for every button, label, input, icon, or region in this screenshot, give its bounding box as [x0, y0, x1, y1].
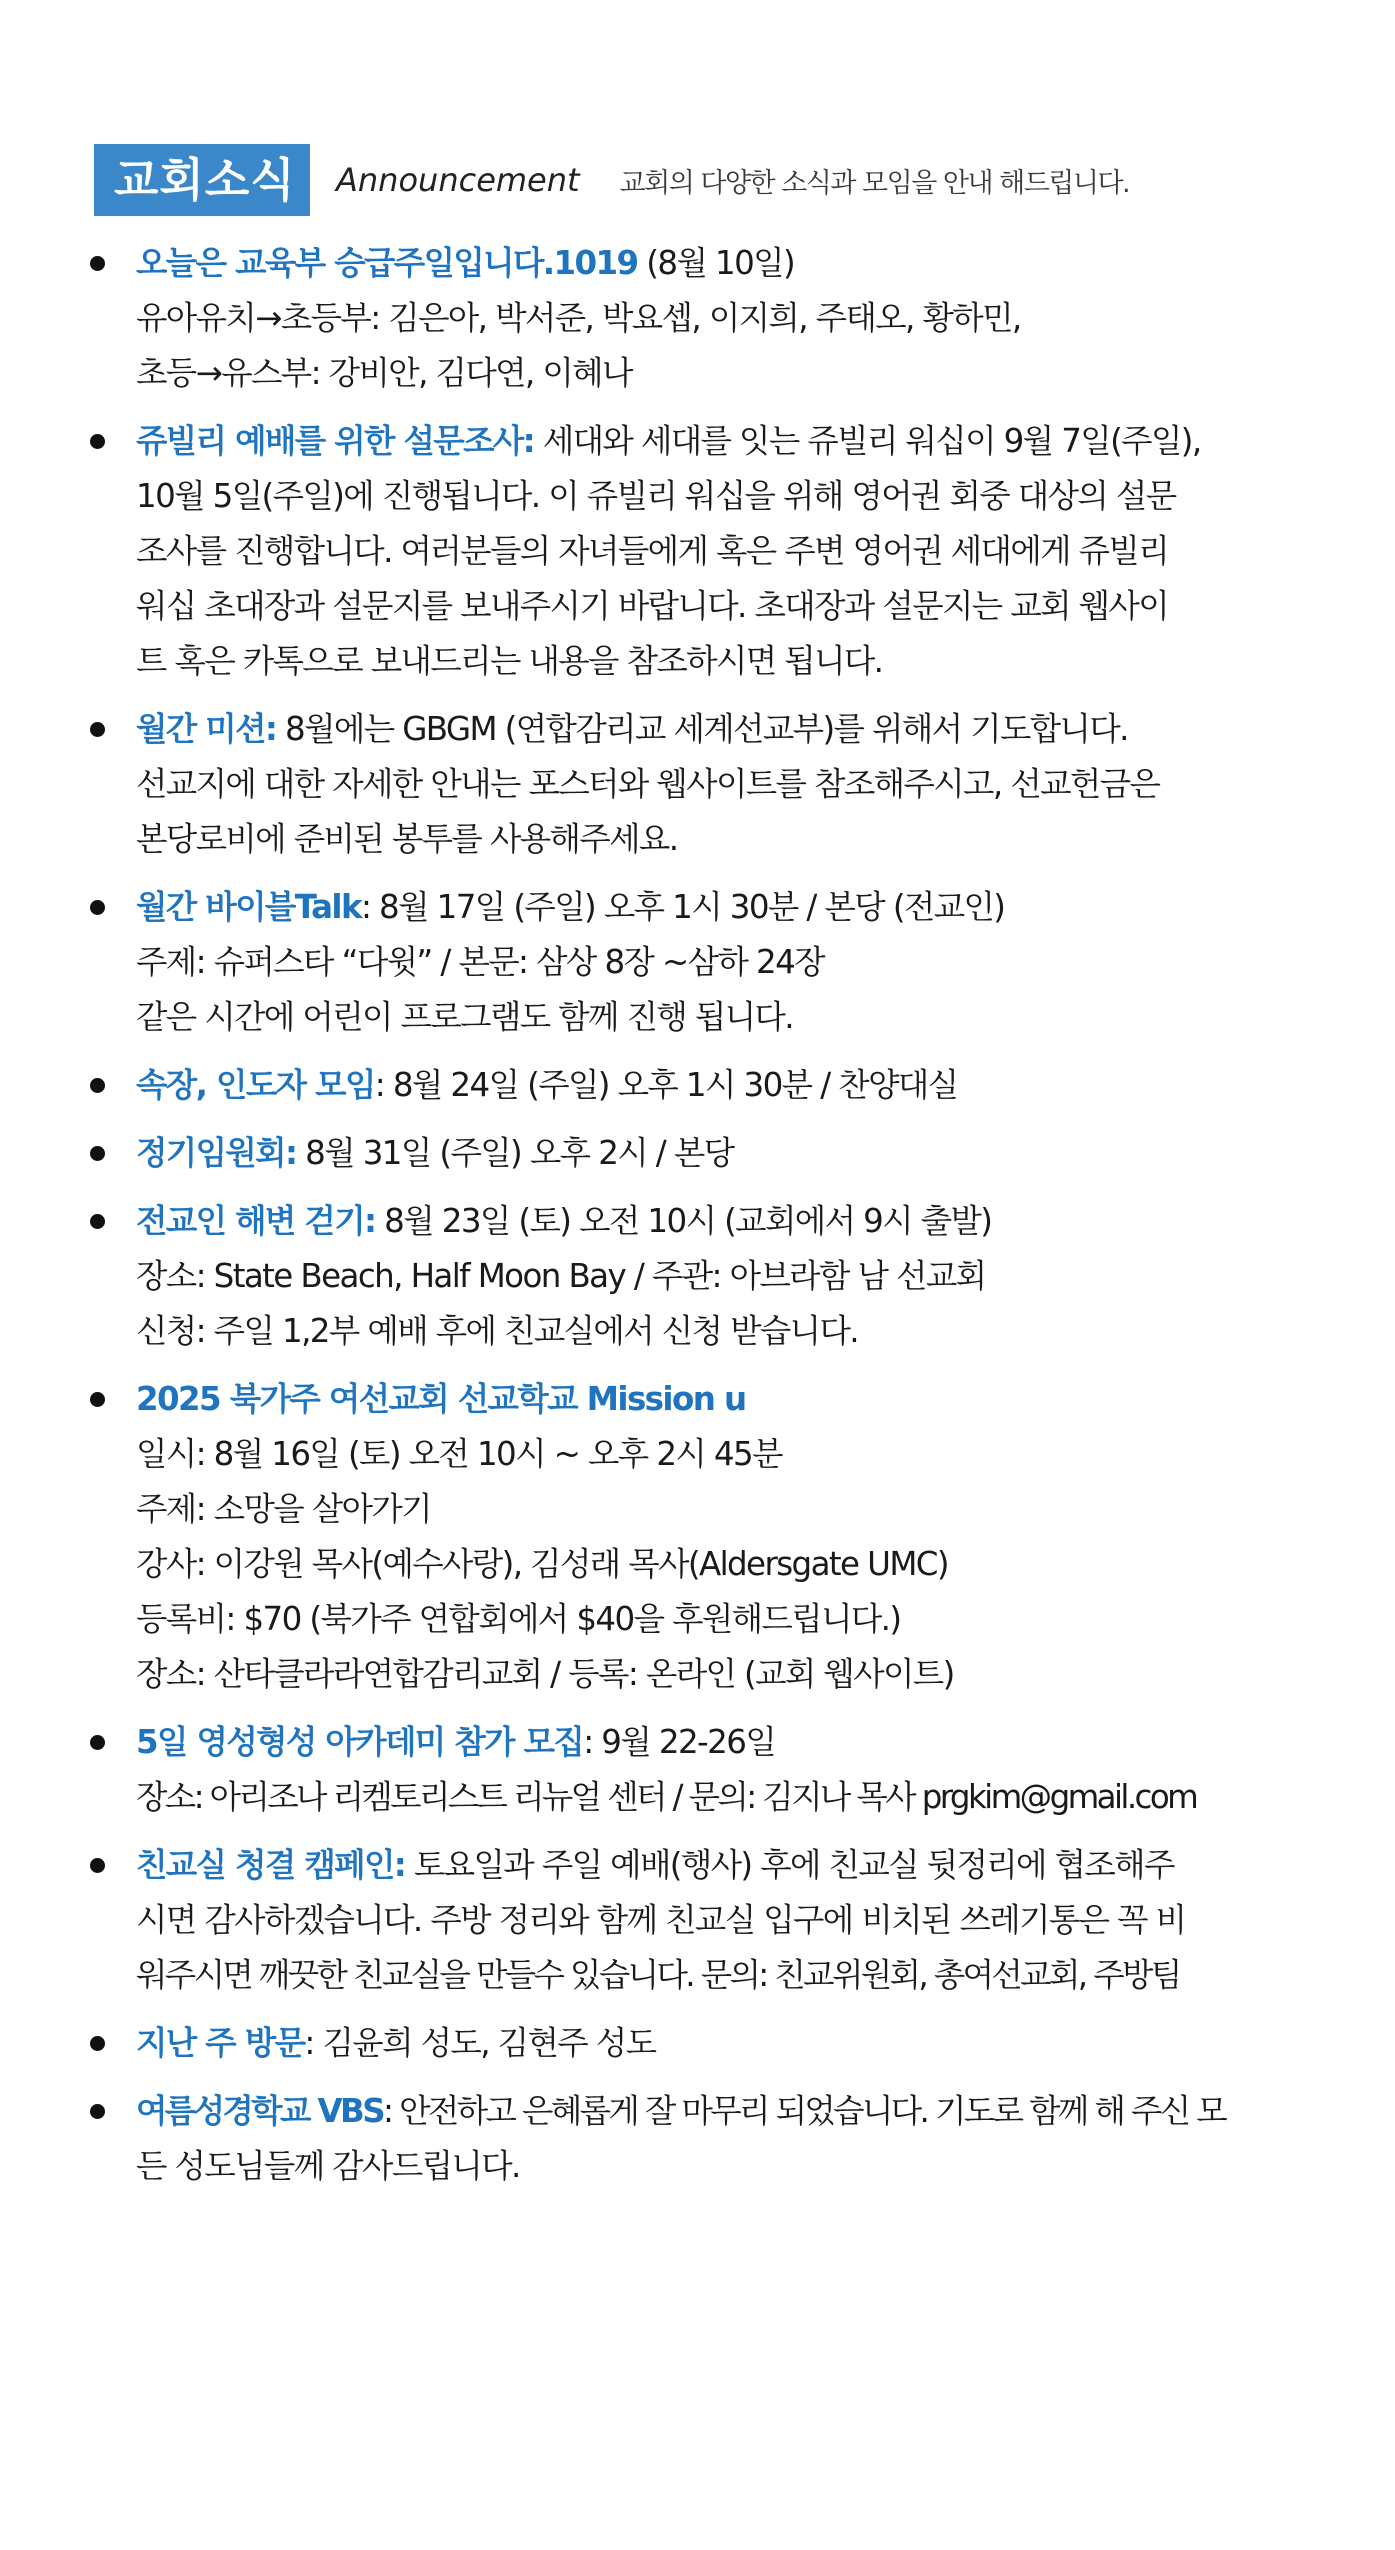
item-text: : 9월 22-26일: [583, 1723, 776, 1761]
item-line: 조사를 진행합니다. 여러분들의 자녀들에게 혹은 주변 영어권 세대에게 쥬빌리: [136, 532, 1169, 570]
list-item: [82, 1838, 1372, 2003]
item-first-line: [136, 1126, 1372, 1181]
item-text: 토요일과 주일 예배(행사) 후에 친교실 뒷정리에 협조해주: [405, 1846, 1174, 1884]
item-label: 월간 미션:: [136, 710, 277, 748]
list-item: [82, 2084, 1372, 2194]
item-first-line: [136, 414, 1372, 469]
item-line: 장소: 아리조나 리켐토리스트 리뉴얼 센터 / 문의: 김지나 목사 prgkim@gmail.com: [136, 1778, 1197, 1816]
item-label: 2025 북가주 여선교회 선교학교 Mission u: [136, 1380, 746, 1418]
item-text: 8월에는 GBGM (연합감리교 세계선교부)를 위해서 기도합니다.: [276, 710, 1128, 748]
item-line: 워십 초대장과 설문지를 보내주시기 바랍니다. 초대장과 설문지는 교회 웹사이: [136, 587, 1169, 625]
item-first-line: [136, 1838, 1372, 1893]
item-line: 트 혹은 카톡으로 보내드리는 내용을 참조하시면 됩니다.: [136, 642, 883, 680]
item-line: 장소: 산타클라라연합감리교회 / 등록: 온라인 (교회 웹사이트): [136, 1655, 954, 1693]
item-first-line: [136, 880, 1372, 935]
item-text: 8월 31일 (주일) 오후 2시 / 본당: [296, 1134, 734, 1172]
item-line: 본당로비에 준비된 봉투를 사용해주세요.: [136, 820, 678, 858]
bullet-dot: [90, 1214, 105, 1229]
bullet-dot: [90, 1735, 105, 1750]
header-badge: 교회소식: [94, 144, 310, 216]
item-text: : 안전하고 은혜롭게 잘 마무리 되었습니다. 기도로 함께 해 주신 모: [383, 2092, 1226, 2130]
item-first-line: [136, 2016, 1372, 2071]
bullet-dot: [90, 256, 105, 271]
bullet-dot: [90, 900, 105, 915]
announcement-header: [94, 144, 1129, 216]
item-text: : 8월 24일 (주일) 오후 1시 30분 / 찬양대실: [374, 1066, 958, 1104]
item-line: 워주시면 깨끗한 친교실을 만들수 있습니다. 문의: 친교위원회, 총여선교회, 주방팀: [136, 1956, 1180, 1994]
list-item: [82, 414, 1372, 689]
item-line: 주제: 슈퍼스타 “다윗” / 본문: 삼상 8장 ~삼하 24장: [136, 943, 824, 981]
bullet-dot: [90, 434, 105, 449]
item-label: 친교실 청결 캠페인:: [136, 1846, 406, 1884]
item-label: 5일 영성형성 아카데미 참가 모집: [136, 1723, 584, 1761]
item-first-line: [136, 1372, 1372, 1427]
bullet-dot: [90, 1078, 105, 1093]
item-line: 강사: 이강원 목사(예수사랑), 김성래 목사(Aldersgate UMC): [136, 1545, 948, 1583]
bullet-dot: [90, 2036, 105, 2051]
item-label: 정기임원회:: [136, 1134, 297, 1172]
item-first-line: [136, 2084, 1372, 2139]
item-label: 속장, 인도자 모임: [136, 1066, 375, 1104]
item-first-line: [136, 236, 1372, 291]
item-label: 쥬빌리 예배를 위한 설문조사:: [136, 422, 535, 460]
item-line: 시면 감사하겠습니다. 주방 정리와 함께 친교실 입구에 비치된 쓰레기통은 꼭 비: [136, 1901, 1186, 1939]
item-label: 월간 바이블Talk: [136, 888, 361, 926]
item-line: 선교지에 대한 자세한 안내는 포스터와 웹사이트를 참조해주시고, 선교헌금은: [136, 765, 1160, 803]
item-first-line: [136, 1715, 1372, 1770]
item-first-line: [136, 702, 1372, 757]
item-text: (8월 10일): [637, 244, 795, 282]
header-subtitle: 교회의 다양한 소식과 모임을 안내 해드립니다.: [619, 167, 1130, 199]
item-line: 신청: 주일 1,2부 예배 후에 친교실에서 신청 받습니다.: [136, 1312, 858, 1350]
item-line: 유아유치→초등부: 김은아, 박서준, 박요셉, 이지희, 주태오, 황하민,: [136, 299, 1021, 337]
item-text: 세대와 세대를 잇는 쥬빌리 워십이 9월 7일(주일),: [534, 422, 1201, 460]
item-text: 8월 23일 (토) 오전 10시 (교회에서 9시 출발): [375, 1202, 992, 1240]
bullet-dot: [90, 1392, 105, 1407]
item-first-line: [136, 1058, 1372, 1113]
list-item: [82, 880, 1372, 1045]
list-item: [82, 1194, 1372, 1359]
list-item: [82, 1372, 1372, 1702]
item-line: 장소: State Beach, Half Moon Bay / 주관: 아브라함 남 선교회: [136, 1257, 986, 1295]
item-line: 주제: 소망을 살아가기: [136, 1490, 431, 1528]
bullet-dot: [90, 2104, 105, 2119]
item-line: 초등→유스부: 강비안, 김다연, 이혜나: [136, 354, 632, 392]
item-label: 여름성경학교 VBS: [136, 2092, 384, 2130]
list-item: [82, 702, 1372, 867]
item-text: : 8월 17일 (주일) 오후 1시 30분 / 본당 (전교인): [360, 888, 1005, 926]
item-label: 오늘은 교육부 승급주일입니다.1019: [136, 244, 638, 282]
item-first-line: [136, 1194, 1372, 1249]
item-line: 10월 5일(주일)에 진행됩니다. 이 쥬빌리 워십을 위해 영어권 회중 대상의 설문: [136, 477, 1176, 515]
announcement-list: [82, 236, 1372, 2207]
bullet-dot: [90, 1146, 105, 1161]
item-line: 일시: 8월 16일 (토) 오전 10시 ~ 오후 2시 45분: [136, 1435, 782, 1473]
list-item: [82, 1058, 1372, 1113]
list-item: [82, 1126, 1372, 1181]
item-label: 지난 주 방문: [136, 2024, 305, 2062]
item-label: 전교인 해변 걷기:: [136, 1202, 376, 1240]
bullet-dot: [90, 722, 105, 737]
bullet-dot: [90, 1858, 105, 1873]
item-line: 등록비: $70 (북가주 연합회에서 $40을 후원해드립니다.): [136, 1600, 901, 1638]
list-item: [82, 236, 1372, 401]
list-item: [82, 1715, 1372, 1825]
item-text: : 김윤희 성도, 김현주 성도: [304, 2024, 656, 2062]
item-line: 든 성도님들께 감사드립니다.: [136, 2147, 520, 2185]
list-item: [82, 2016, 1372, 2071]
header-english-title: Announcement: [336, 161, 580, 199]
item-line: 같은 시간에 어린이 프로그램도 함께 진행 됩니다.: [136, 998, 794, 1036]
